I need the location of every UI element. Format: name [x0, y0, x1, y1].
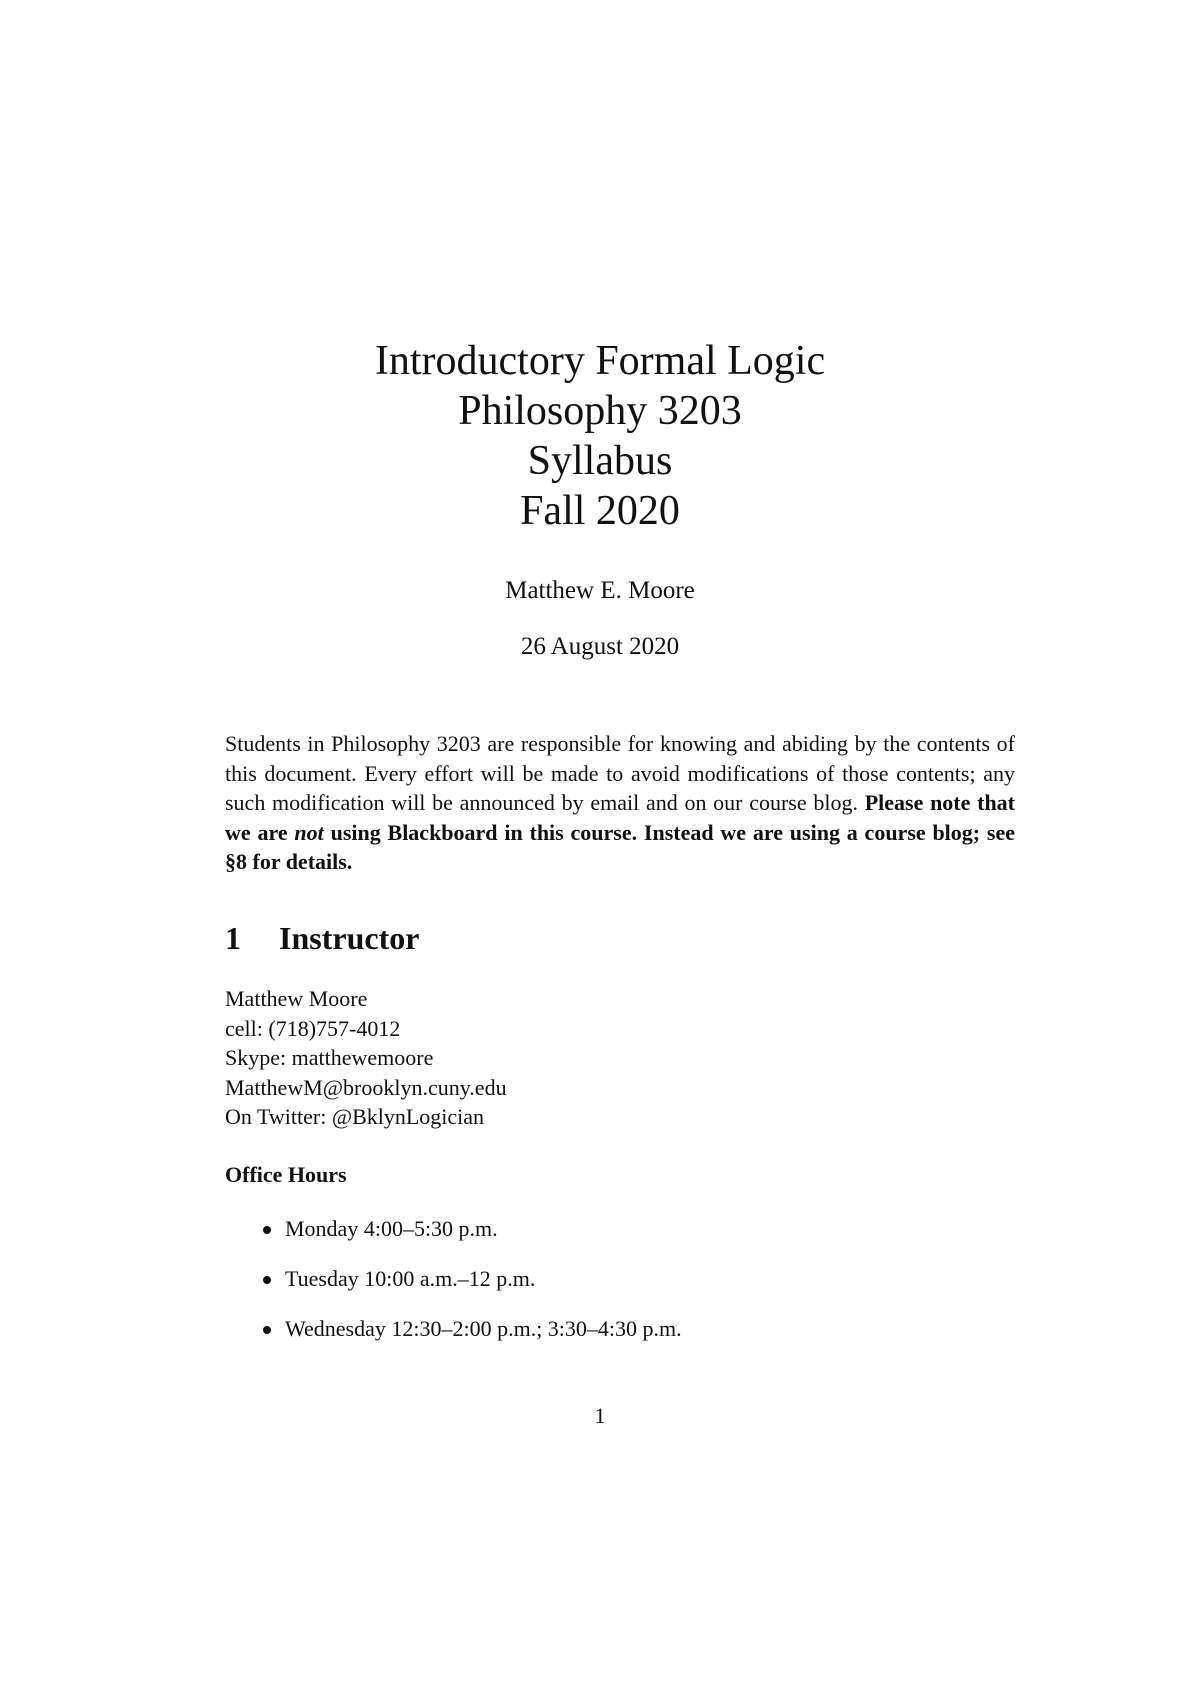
list-item: [225, 1264, 682, 1314]
instructor-email: MatthewM@brooklyn.cuny.edu: [225, 1074, 507, 1100]
office-hours-item-text: Wednesday 12:30–2:00 p.m.; 3:30–4:30 p.m.: [285, 1316, 682, 1341]
author: Matthew E. Moore: [505, 577, 695, 604]
intro-notice-bold-continued: using Blackboard in this course. Instead we are using a course blog; see §8 for details.: [225, 819, 1016, 874]
bullet-icon: [263, 1326, 271, 1334]
bullet-icon: [263, 1276, 271, 1284]
instructor-skype: Skype: matthewemoore: [225, 1045, 434, 1070]
office-hours-list: [225, 1214, 682, 1364]
title-line-document-type: Syllabus: [527, 438, 673, 484]
title-line-course-number: Philosophy 3203: [458, 388, 742, 434]
office-hours-item-text: Monday 4:00–5:30 p.m.: [285, 1216, 498, 1241]
intro-notice-bold: Please note that we are: [225, 790, 1016, 845]
office-hours-heading: Office Hours: [225, 1162, 347, 1187]
title-line-course-name: Introductory Formal Logic: [374, 338, 826, 384]
section-heading-instructor: [225, 918, 419, 958]
section-number: 1: [225, 920, 241, 956]
document-title: [0, 336, 1200, 536]
title-line-term: Fall 2020: [520, 488, 680, 534]
instructor-cell: cell: (718)757-4012: [225, 1015, 401, 1041]
section-title: Instructor: [279, 920, 420, 956]
intro-paragraph: [225, 729, 1015, 877]
page-number: 1: [594, 1403, 606, 1428]
document-date: 26 August 2020: [520, 633, 680, 660]
instructor-name: Matthew Moore: [225, 986, 368, 1011]
instructor-twitter: On Twitter: @BklynLogician: [225, 1104, 485, 1129]
instructor-contact: [225, 984, 507, 1132]
bullet-icon: [263, 1226, 271, 1234]
office-hours-item-text: Tuesday 10:00 a.m.–12 p.m.: [285, 1266, 536, 1291]
list-item: [225, 1314, 682, 1364]
list-item: [225, 1214, 682, 1264]
intro-notice-emphasis: not: [294, 819, 324, 845]
intro-text: Students in Philosophy 3203 are responsible for knowing and abiding by the contents of this document. Every effort will be made to avoid modifications of those contents; any such modification will be announced by email and on our course blog.: [225, 731, 1015, 815]
